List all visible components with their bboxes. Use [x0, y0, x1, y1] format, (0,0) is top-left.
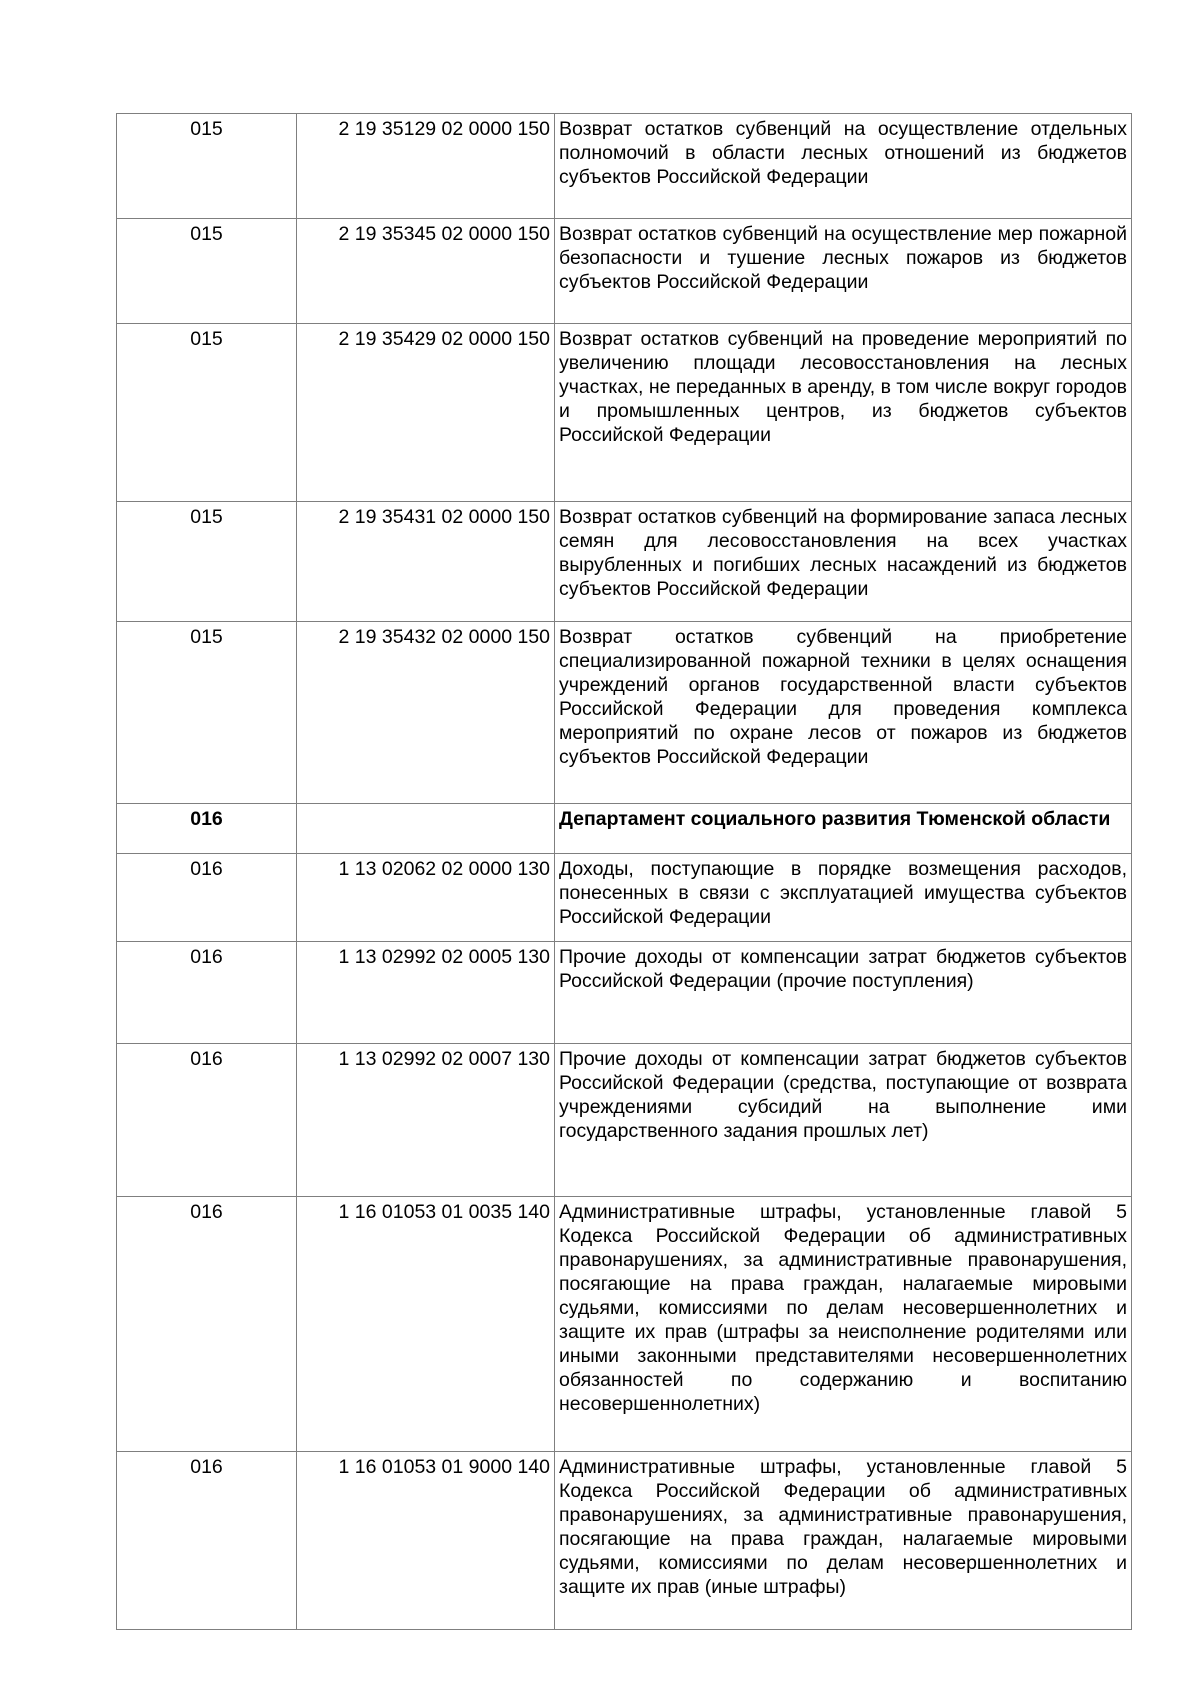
income-name-cell: Административные штрафы, установленные главой 5 Кодекса Российской Федерации об административных правонарушениях, за административные правонарушения, посягающие на права граждан, налагаемые мировыми судьями, комиссиями по делам несовершеннолетних и защите их прав (иные штрафы) — [555, 1452, 1132, 1630]
admin-code-cell: 015 — [117, 502, 297, 622]
budget-classification-table — [116, 113, 1132, 1630]
table-row — [117, 324, 1132, 502]
budget-code-cell: 1 16 01053 01 9000 140 — [297, 1452, 555, 1630]
table-row — [117, 1197, 1132, 1452]
budget-code-cell: 1 13 02062 02 0000 130 — [297, 854, 555, 942]
admin-code-cell: 016 — [117, 854, 297, 942]
budget-code-cell — [297, 804, 555, 854]
admin-code-cell: 016 — [117, 1452, 297, 1630]
income-name-cell: Возврат остатков субвенций на осуществление мер пожарной безопасности и тушение лесных пожаров из бюджетов субъектов Российской Федерации — [555, 219, 1132, 324]
document-page — [116, 113, 1131, 1630]
admin-code-cell: 016 — [117, 1197, 297, 1452]
table-row — [117, 219, 1132, 324]
admin-code-cell: 015 — [117, 324, 297, 502]
table-row — [117, 622, 1132, 804]
table-row — [117, 114, 1132, 219]
table-row — [117, 854, 1132, 942]
table-row — [117, 1044, 1132, 1197]
budget-code-cell: 2 19 35429 02 0000 150 — [297, 324, 555, 502]
budget-code-cell: 1 13 02992 02 0005 130 — [297, 942, 555, 1044]
table-row-department-header — [117, 804, 1132, 854]
income-name-cell: Прочие доходы от компенсации затрат бюджетов субъектов Российской Федерации (прочие поступления) — [555, 942, 1132, 1044]
admin-code-cell: 016 — [117, 1044, 297, 1197]
income-name-cell: Возврат остатков субвенций на осуществление отдельных полномочий в области лесных отношений из бюджетов субъектов Российской Федерации — [555, 114, 1132, 219]
budget-code-cell: 1 13 02992 02 0007 130 — [297, 1044, 555, 1197]
budget-code-cell: 2 19 35345 02 0000 150 — [297, 219, 555, 324]
table-row — [117, 1452, 1132, 1630]
income-name-cell: Административные штрафы, установленные главой 5 Кодекса Российской Федерации об административных правонарушениях, за административные правонарушения, посягающие на права граждан, налагаемые мировыми судьями, комиссиями по делам несовершеннолетних и защите их прав (штрафы за неисполнение родителями или иными законными представителями несовершеннолетних обязанностей по содержанию и воспитанию несовершеннолетних) — [555, 1197, 1132, 1452]
department-name-cell: Департамент социального развития Тюменской области — [555, 804, 1132, 854]
admin-code-cell: 016 — [117, 804, 297, 854]
income-name-cell: Возврат остатков субвенций на приобретение специализированной пожарной техники в целях оснащения учреждений органов государственной власти субъектов Российской Федерации для проведения комплекса мероприятий по охране лесов от пожаров из бюджетов субъектов Российской Федерации — [555, 622, 1132, 804]
budget-code-cell: 2 19 35129 02 0000 150 — [297, 114, 555, 219]
table-row — [117, 942, 1132, 1044]
admin-code-cell: 016 — [117, 942, 297, 1044]
budget-code-cell: 2 19 35432 02 0000 150 — [297, 622, 555, 804]
table-row — [117, 502, 1132, 622]
admin-code-cell: 015 — [117, 219, 297, 324]
admin-code-cell: 015 — [117, 622, 297, 804]
admin-code-cell: 015 — [117, 114, 297, 219]
income-name-cell: Доходы, поступающие в порядке возмещения расходов, понесенных в связи с эксплуатацией имущества субъектов Российской Федерации — [555, 854, 1132, 942]
income-name-cell: Возврат остатков субвенций на проведение мероприятий по увеличению площади лесовосстановления на лесных участках, не переданных в аренду, в том числе вокруг городов и промышленных центров, из бюджетов субъектов Российской Федерации — [555, 324, 1132, 502]
budget-code-cell: 2 19 35431 02 0000 150 — [297, 502, 555, 622]
income-name-cell: Возврат остатков субвенций на формирование запаса лесных семян для лесовосстановления на всех участках вырубленных и погибших лесных насаждений из бюджетов субъектов Российской Федерации — [555, 502, 1132, 622]
budget-code-cell: 1 16 01053 01 0035 140 — [297, 1197, 555, 1452]
income-name-cell: Прочие доходы от компенсации затрат бюджетов субъектов Российской Федерации (средства, поступающие от возврата учреждениями субсидий на выполнение ими государственного задания прошлых лет) — [555, 1044, 1132, 1197]
